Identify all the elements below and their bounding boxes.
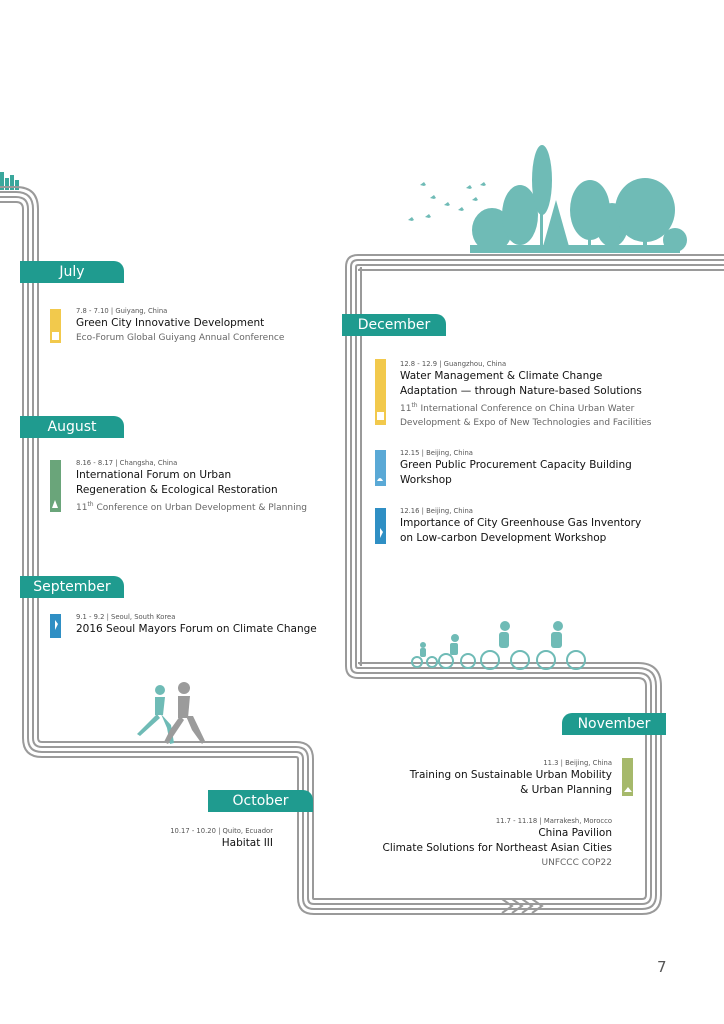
- event-title-line2: Workshop: [400, 474, 452, 486]
- trees-illustration: [470, 145, 687, 253]
- event-august: 8.16 - 8.17 | Changsha, China International Forum on Urban Regeneration & Ecological Restoration 11th Conference on Urban Development & Planning: [76, 458, 366, 515]
- event-subtitle-line2: Development & Expo of New Technologies and Facilities: [400, 418, 652, 428]
- month-tab-september: September: [20, 576, 124, 598]
- birds-icon: [408, 182, 486, 221]
- month-tab-october: October: [208, 790, 313, 812]
- event-place: Quito, Ecuador: [222, 827, 273, 835]
- category-bar-november: [622, 758, 633, 796]
- month-tab-july: July: [20, 261, 124, 283]
- road-path: [0, 187, 724, 914]
- event-title: 2016 Seoul Mayors Forum on Climate Change: [76, 623, 317, 635]
- event-november-2: 11.7 - 11.18 | Marrakesh, Morocco China Pavilion Climate Solutions for Northeast Asian Cities UNFCCC COP22: [302, 816, 612, 870]
- event-date: 12.16: [400, 507, 420, 515]
- event-title-line1: Green Public Procurement Capacity Building: [400, 459, 632, 471]
- event-place: Guangzhou, China: [443, 360, 507, 368]
- event-title-line1: China Pavilion: [538, 827, 612, 839]
- event-date: 7.8 - 7.10: [76, 307, 109, 315]
- month-tab-november: November: [562, 713, 666, 735]
- event-place: Beijing, China: [426, 507, 473, 515]
- category-bar-december-3: [375, 508, 386, 544]
- event-december-2: 12.15 | Beijing, China Green Public Procurement Capacity Building Workshop: [400, 448, 720, 488]
- event-place: Guiyang, China: [115, 307, 168, 315]
- event-date: 11.3: [543, 759, 559, 767]
- event-date: 8.16 - 8.17: [76, 459, 114, 467]
- event-title-line2: on Low-carbon Development Workshop: [400, 532, 607, 544]
- event-subtitle: Eco-Forum Global Guiyang Annual Conference: [76, 333, 285, 343]
- event-october: 10.17 - 10.20 | Quito, Ecuador Habitat III: [0, 826, 273, 851]
- event-december-3: 12.16 | Beijing, China Importance of City Greenhouse Gas Inventory on Low-carbon Development Workshop: [400, 506, 720, 546]
- event-september: 9.1 - 9.2 | Seoul, South Korea 2016 Seoul Mayors Forum on Climate Change: [76, 612, 376, 637]
- event-date: 9.1 - 9.2: [76, 613, 105, 621]
- category-bar-july: [50, 309, 61, 343]
- event-subtitle-line1: 11th International Conference on China Urban Water: [400, 402, 635, 414]
- event-title: Habitat III: [221, 837, 273, 849]
- event-date: 10.17 - 10.20: [170, 827, 216, 835]
- event-place: Seoul, South Korea: [111, 613, 176, 621]
- event-november-1: 11.3 | Beijing, China Training on Sustainable Urban Mobility & Urban Planning: [312, 758, 612, 798]
- event-title-line1: Training on Sustainable Urban Mobility: [409, 769, 612, 781]
- event-title-line1: International Forum on Urban: [76, 469, 232, 481]
- event-december-1: 12.8 - 12.9 | Guangzhou, China Water Management & Climate Change Adaptation — through Nature-based Solutions 11th International Conference on China Urban Water Development & Expo of New Technologies and Facilities: [400, 359, 720, 430]
- page-number: 7: [657, 958, 667, 976]
- event-place: Beijing, China: [565, 759, 612, 767]
- event-subtitle: UNFCCC COP22: [541, 858, 612, 868]
- month-tab-december: December: [342, 314, 446, 336]
- event-place: Changsha, China: [119, 459, 178, 467]
- event-title: Green City Innovative Development: [76, 317, 265, 329]
- event-place: Beijing, China: [426, 449, 473, 457]
- event-date: 11.7 - 11.18: [495, 817, 538, 825]
- category-bar-september: [50, 614, 61, 638]
- runners-illustration: [137, 682, 205, 744]
- event-title-line2: Adaptation — through Nature-based Solutions: [400, 385, 642, 397]
- event-title-line2: & Urban Planning: [520, 784, 612, 796]
- event-title-line2: Regeneration & Ecological Restoration: [76, 484, 278, 496]
- category-bar-december-1: [375, 359, 386, 425]
- event-title-line1: Importance of City Greenhouse Gas Inventory: [400, 517, 642, 529]
- category-bar-august: [50, 460, 61, 512]
- month-tab-august: August: [20, 416, 124, 438]
- event-title-line2: Climate Solutions for Northeast Asian Cities: [382, 842, 612, 854]
- event-july: 7.8 - 7.10 | Guiyang, China Green City Innovative Development Eco-Forum Global Guiyang Annual Conference: [76, 306, 376, 345]
- event-date: 12.8 - 12.9: [400, 360, 438, 368]
- event-subtitle: 11th Conference on Urban Development & Planning: [76, 501, 308, 513]
- event-date: 12.15: [400, 449, 420, 457]
- event-place: Marrakesh, Morocco: [543, 817, 612, 825]
- event-title-line1: Water Management & Climate Change: [400, 370, 603, 382]
- cyclists-illustration: [412, 651, 585, 669]
- direction-arrow-icon: [502, 899, 542, 913]
- category-bar-december-2: [375, 450, 386, 486]
